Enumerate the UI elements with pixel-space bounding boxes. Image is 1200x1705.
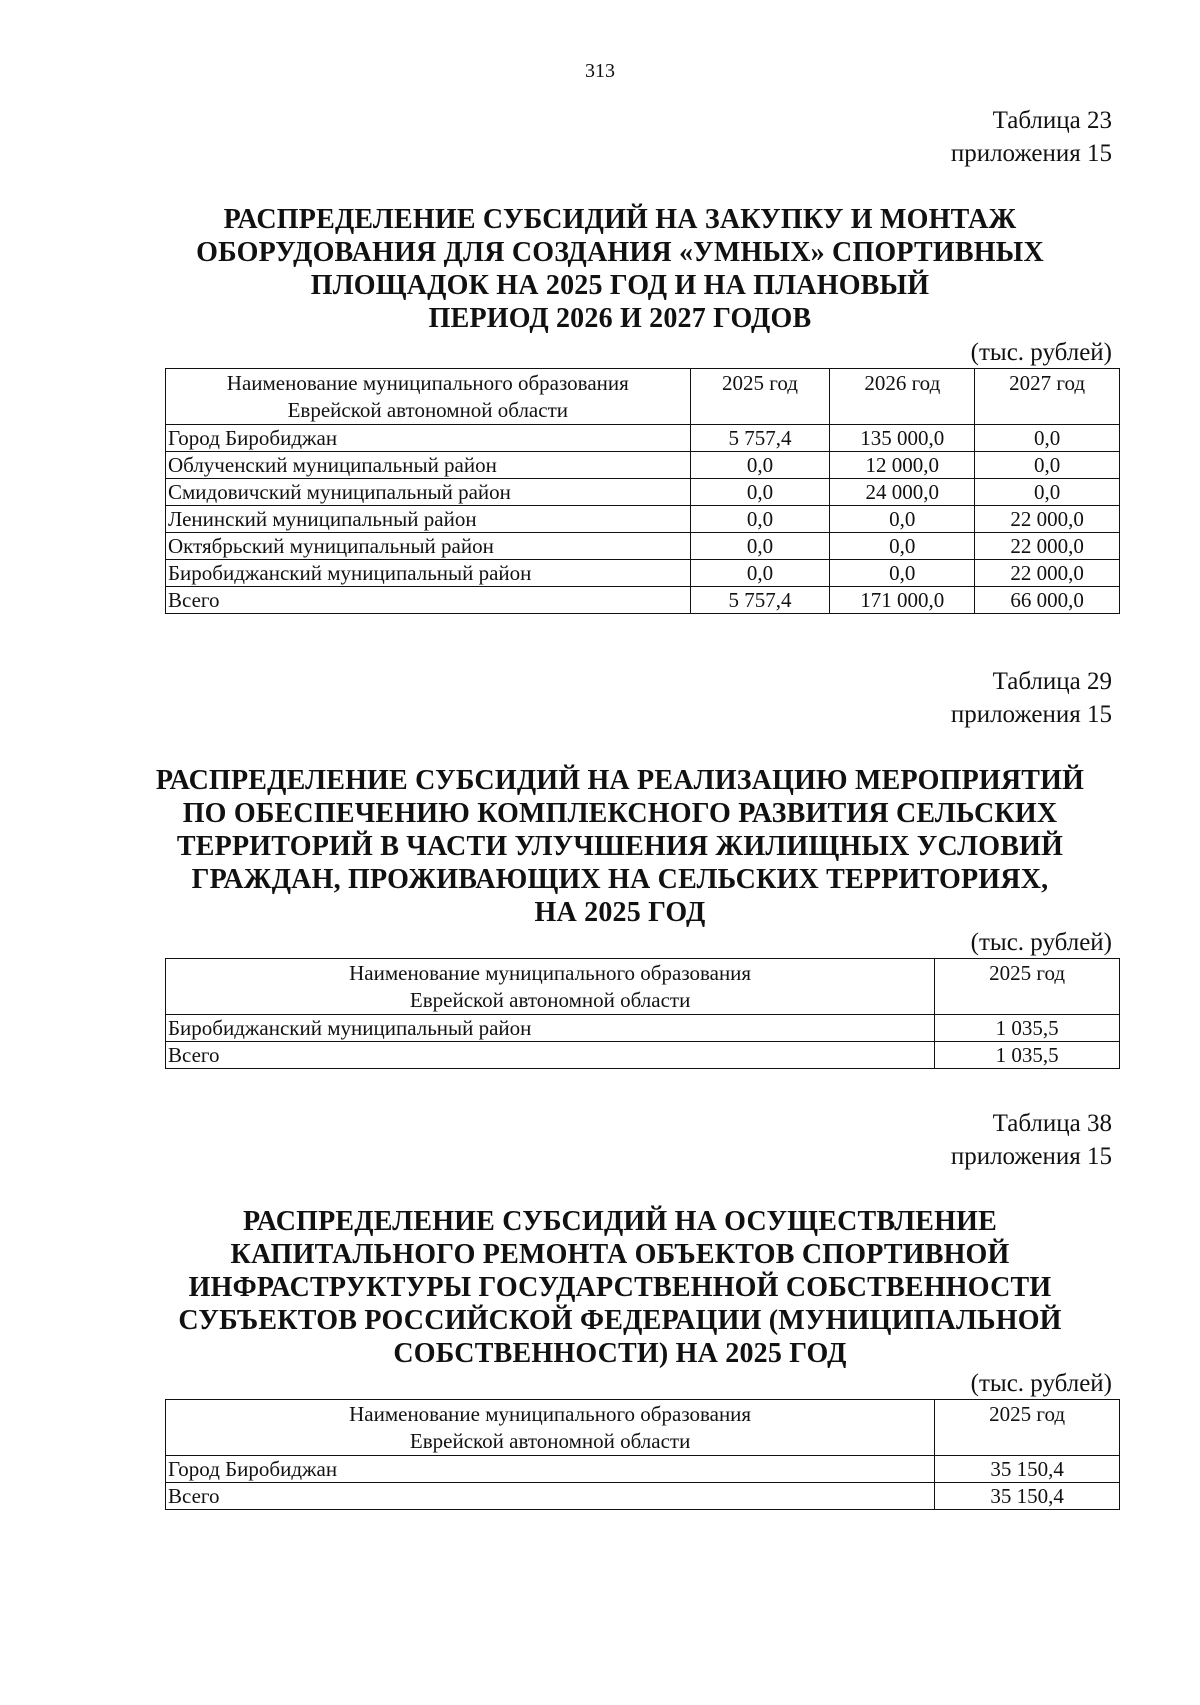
table38-label: Таблица 38 [992,1110,1112,1137]
value-cell-2025: 0,0 [690,533,830,560]
table-row [166,506,1120,533]
table29-title-line: НА 2025 ГОД [534,897,706,928]
value-cell-2025: 5 757,4 [690,587,830,614]
municipality-cell: Биробиджанский муниципальный район [166,560,691,587]
value-cell-2027: 22 000,0 [975,533,1120,560]
table29-title [140,764,1100,929]
value-cell-2027: 22 000,0 [975,506,1120,533]
value-cell-2025: 35 150,4 [935,1456,1120,1483]
value-cell-2027: 0,0 [975,479,1120,506]
table38 [165,1399,1120,1510]
table29-reference [951,665,1112,731]
table-header-row [166,1400,1120,1456]
value-cell-2025: 1 035,5 [935,1042,1120,1069]
page-number: 313 [585,60,615,82]
municipality-cell: Октябрьский муниципальный район [166,533,691,560]
header-2026: 2026 год [830,369,975,425]
value-cell-2025: 1 035,5 [935,1015,1120,1042]
table-row [166,560,1120,587]
table29-appendix: приложения 15 [950,701,1112,728]
table38-title-line: ИНФРАСТРУКТУРЫ ГОСУДАРСТВЕННОЙ СОБСТВЕННОСТИ [188,1272,1052,1303]
header-2027: 2027 год [975,369,1120,425]
table23-title [140,203,1100,335]
table-row [166,533,1120,560]
table23-reference [951,104,1112,170]
table29-title-line: ГРАЖДАН, ПРОЖИВАЮЩИХ НА СЕЛЬСКИХ ТЕРРИТОРИЯХ, [191,864,1049,895]
value-cell-2025: 35 150,4 [935,1483,1120,1510]
value-cell-2025: 0,0 [690,452,830,479]
header-municipality: Наименование муниципального образования Еврейской автономной области [166,369,691,425]
table38-title-line: КАПИТАЛЬНОГО РЕМОНТА ОБЪЕКТОВ СПОРТИВНОЙ [230,1239,1010,1270]
table-row [166,452,1120,479]
header-2025: 2025 год [690,369,830,425]
header-municipality: Наименование муниципального образования Еврейской автономной области [166,959,935,1015]
municipality-cell: Ленинский муниципальный район [166,506,691,533]
table38-title-line: СУБЪЕКТОВ РОССИЙСКОЙ ФЕДЕРАЦИИ (МУНИЦИПАЛЬНОЙ [178,1305,1062,1336]
table-row [166,1483,1120,1510]
value-cell-2025: 0,0 [690,479,830,506]
table29-title-line: ПО ОБЕСПЕЧЕНИЮ КОМПЛЕКСНОГО РАЗВИТИЯ СЕЛЬСКИХ [182,798,1058,829]
value-cell-2025: 5 757,4 [690,425,830,452]
table38-reference [951,1107,1112,1173]
table-row [166,425,1120,452]
municipality-cell: Смидовичский муниципальный район [166,479,691,506]
table29-title-line: РАСПРЕДЕЛЕНИЕ СУБСИДИЙ НА РЕАЛИЗАЦИЮ МЕРОПРИЯТИЙ [155,765,1085,796]
table29-title-line: ТЕРРИТОРИЙ В ЧАСТИ УЛУЧШЕНИЯ ЖИЛИЩНЫХ УСЛОВИЙ [176,831,1064,862]
table-row [166,479,1120,506]
table-row [166,1042,1120,1069]
table38-appendix: приложения 15 [950,1143,1112,1170]
table38-units: (тыс. рублей) [970,1370,1112,1397]
municipality-cell: Город Биробиджан [166,1456,935,1483]
table-header-row [166,959,1120,1015]
header-municipality: Наименование муниципального образования Еврейской автономной области [166,1400,935,1456]
table29-units: (тыс. рублей) [970,929,1112,956]
table23-title-line: ОБОРУДОВАНИЯ ДЛЯ СОЗДАНИЯ «УМНЫХ» СПОРТИВНЫХ [196,237,1044,268]
table23-units: (тыс. рублей) [970,339,1112,366]
value-cell-2027: 0,0 [975,425,1120,452]
table38-title-line: РАСПРЕДЕЛЕНИЕ СУБСИДИЙ НА ОСУЩЕСТВЛЕНИЕ [242,1206,998,1237]
municipality-cell: Облученский муниципальный район [166,452,691,479]
value-cell-2026: 24 000,0 [830,479,975,506]
value-cell-2025: 0,0 [690,560,830,587]
value-cell-2026: 0,0 [830,506,975,533]
table23-title-line: РАСПРЕДЕЛЕНИЕ СУБСИДИЙ НА ЗАКУПКУ И МОНТАЖ [223,204,1017,235]
value-cell-2026: 171 000,0 [830,587,975,614]
value-cell-2026: 12 000,0 [830,452,975,479]
value-cell-2027: 0,0 [975,452,1120,479]
table29-label: Таблица 29 [992,668,1112,695]
table-header-row [166,369,1120,425]
municipality-cell: Биробиджанский муниципальный район [166,1015,935,1042]
value-cell-2027: 66 000,0 [975,587,1120,614]
value-cell-2026: 0,0 [830,533,975,560]
value-cell-2026: 135 000,0 [830,425,975,452]
table-row [166,1015,1120,1042]
table-row [166,1456,1120,1483]
table-row [166,587,1120,614]
value-cell-2025: 0,0 [690,506,830,533]
table23-title-line: ПЕРИОД 2026 И 2027 ГОДОВ [428,303,812,334]
table23-label: Таблица 23 [992,107,1112,134]
municipality-cell: Всего [166,1042,935,1069]
value-cell-2026: 0,0 [830,560,975,587]
table29 [165,958,1120,1069]
table23 [165,368,1120,614]
table23-appendix: приложения 15 [950,140,1112,167]
table23-title-line: ПЛОЩАДОК НА 2025 ГОД И НА ПЛАНОВЫЙ [310,270,930,301]
table38-title [140,1205,1100,1370]
header-2025: 2025 год [935,1400,1120,1456]
municipality-cell: Всего [166,587,691,614]
municipality-cell: Всего [166,1483,935,1510]
value-cell-2027: 22 000,0 [975,560,1120,587]
header-2025: 2025 год [935,959,1120,1015]
table38-title-line: СОБСТВЕННОСТИ) НА 2025 ГОД [393,1338,847,1369]
municipality-cell: Город Биробиджан [166,425,691,452]
